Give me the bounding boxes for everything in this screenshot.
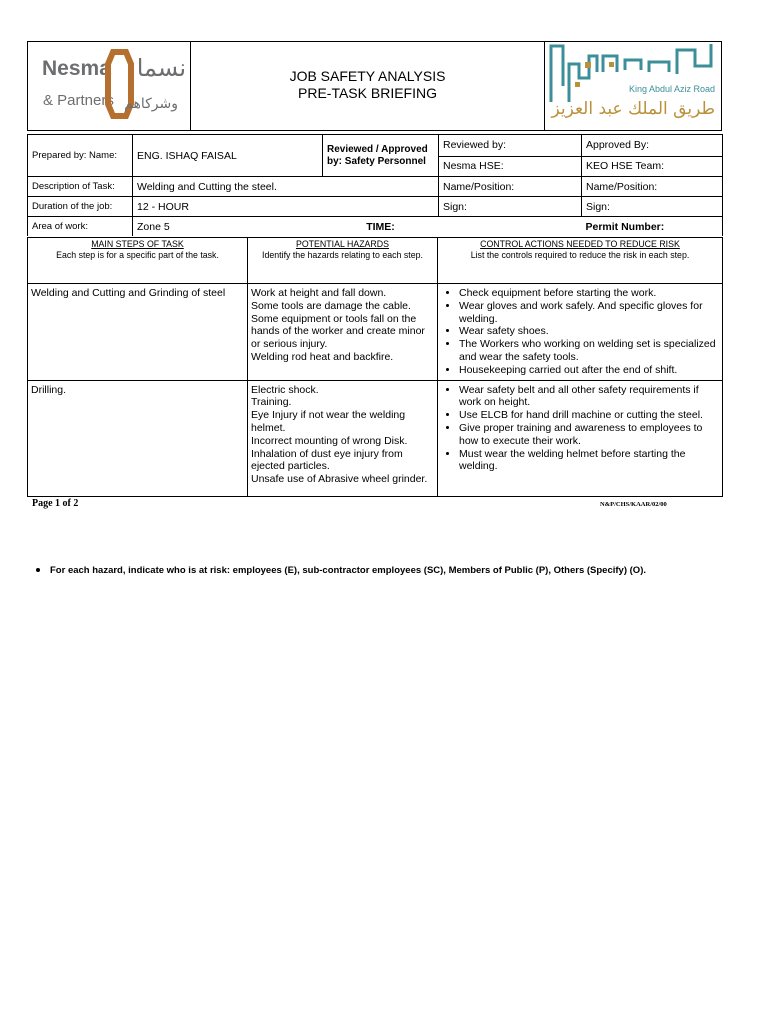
control-list — [438, 380, 723, 496]
prepared-by-label: Prepared by: Name: — [28, 135, 133, 177]
nesma-logo-partners: & Partners — [43, 92, 114, 109]
nesma-logo-arabic-name: نسما — [136, 54, 186, 82]
column-header-hazards — [248, 238, 438, 284]
description-value: Welding and Cutting the steel. — [133, 177, 439, 197]
keo-hse-label: KEO HSE Team: — [586, 160, 665, 172]
control-list — [438, 284, 723, 381]
title-line-2: PRE-TASK BRIEFING — [298, 85, 437, 101]
hazard-item: Incorrect mounting of wrong Disk. — [251, 434, 408, 447]
duration-label: Duration of the job: — [28, 197, 133, 217]
column-title: MAIN STEPS OF TASK — [91, 239, 184, 249]
prepared-by-name: ENG. ISHAQ FAISAL — [137, 149, 237, 162]
hazard-item: Inhalation of dust eye injury from ejected particles. — [251, 447, 403, 473]
page-number: Page 1 of 2 — [32, 498, 79, 509]
description-label: Description of Task: — [28, 177, 133, 197]
column-subtitle: Identify the hazards relating to each step. — [262, 250, 423, 260]
area-value: Zone 5 — [133, 217, 323, 237]
kaar-logo — [544, 42, 721, 130]
control-item: • Wear gloves and work safely. And specific gloves for welding. — [459, 300, 719, 326]
risk-note-text: For each hazard, indicate who is at risk: employees (E), sub-contractor employees (SC), Members of Public (P), Others (Specify) (O). — [50, 565, 646, 576]
hazard-item: Training. — [251, 396, 292, 409]
duration-value: 12 - HOUR — [133, 197, 439, 217]
control-item: • Wear safety shoes. — [459, 325, 719, 338]
document-title — [191, 68, 544, 102]
hazard-item: Work at height and fall down. — [251, 287, 387, 299]
column-title: CONTROL ACTIONS NEEDED TO REDUCE RISK — [480, 239, 680, 249]
hazard-item: Electric shock. — [251, 383, 319, 396]
prepared-by-value — [133, 135, 323, 177]
risk-note — [36, 565, 646, 576]
column-header-steps — [28, 238, 248, 284]
nesma-logo-arabic-partners: وشركاهم — [124, 96, 178, 112]
table-row — [28, 380, 723, 496]
permit-number-label: Permit Number: — [582, 217, 723, 237]
sign-label-2: Sign: — [582, 197, 723, 217]
hazard-list — [248, 284, 438, 381]
name-position-label-1: Name/Position: — [439, 177, 582, 197]
task-step: Welding and Cutting and Grinding of steel — [28, 284, 248, 381]
table-row — [28, 284, 723, 381]
jsa-steps-table — [27, 237, 723, 497]
skyline-accent-icon — [575, 62, 614, 87]
reviewed-by-cell — [439, 135, 582, 177]
nesma-logo-graphic — [28, 42, 190, 130]
nesma-logo-name: Nesma — [42, 57, 111, 80]
reviewed-by-label: Reviewed by: — [439, 135, 581, 157]
control-item: • Check equipment before starting the work. — [459, 287, 719, 300]
control-item: • Must wear the welding helmet before starting the welding. — [459, 448, 719, 474]
control-item: • Wear safety belt and all other safety requirements if work on height. — [459, 384, 719, 410]
hazard-item: Some equipment or tools fall on the hands of the worker and create minor or serious injury. — [251, 312, 425, 351]
time-label: TIME: — [323, 217, 439, 237]
job-info-table — [27, 134, 723, 236]
column-header-controls — [438, 238, 723, 284]
area-label: Area of work: — [28, 217, 133, 237]
approved-by-label: Approved By: — [582, 135, 722, 157]
approved-by-cell — [582, 135, 723, 177]
kaar-logo-graphic — [545, 42, 721, 130]
control-item: • The Workers who working on welding set is specialized and wear the safety tools. — [459, 338, 719, 364]
column-subtitle: List the controls required to reduce the risk in each step. — [470, 250, 690, 260]
control-item: • Housekeeping carried out after the end of shift. — [459, 364, 719, 377]
hazard-list — [248, 380, 438, 496]
reviewed-approved-label: Reviewed / Approved by: Safety Personnel — [323, 135, 439, 177]
blank-cell — [439, 217, 582, 237]
title-line-1: JOB SAFETY ANALYSIS — [289, 68, 446, 84]
task-step: Drilling. — [28, 380, 248, 496]
kaar-logo-english: King Abdul Aziz Road — [628, 84, 715, 94]
name-position-label-2: Name/Position: — [582, 177, 723, 197]
control-item: • Use ELCB for hand drill machine or cutting the steel. — [459, 409, 719, 422]
control-item: • Give proper training and awareness to employees to how to execute their work. — [459, 422, 719, 448]
hazard-item: Unsafe use of Abrasive wheel grinder. — [251, 473, 428, 486]
nesma-logo — [28, 42, 191, 130]
hazard-item: Some tools are damage the cable. — [251, 299, 411, 312]
document-number: N&P/CHS/KAAR/02/00 — [600, 501, 667, 508]
column-subtitle: Each step is for a specific part of the task. — [56, 250, 219, 260]
hazard-item: Eye Injury if not wear the welding helmet. — [251, 409, 406, 434]
nesma-hse-label: Nesma HSE: — [443, 160, 504, 172]
sign-label-1: Sign: — [439, 197, 582, 217]
column-title: POTENTIAL HAZARDS — [295, 239, 390, 249]
kaar-logo-arabic: طريق الملك عبد العزيز — [551, 99, 715, 119]
document-header — [27, 41, 722, 131]
bullet-icon — [36, 568, 40, 572]
hazard-item: Welding rod heat and backfire. — [251, 350, 394, 363]
